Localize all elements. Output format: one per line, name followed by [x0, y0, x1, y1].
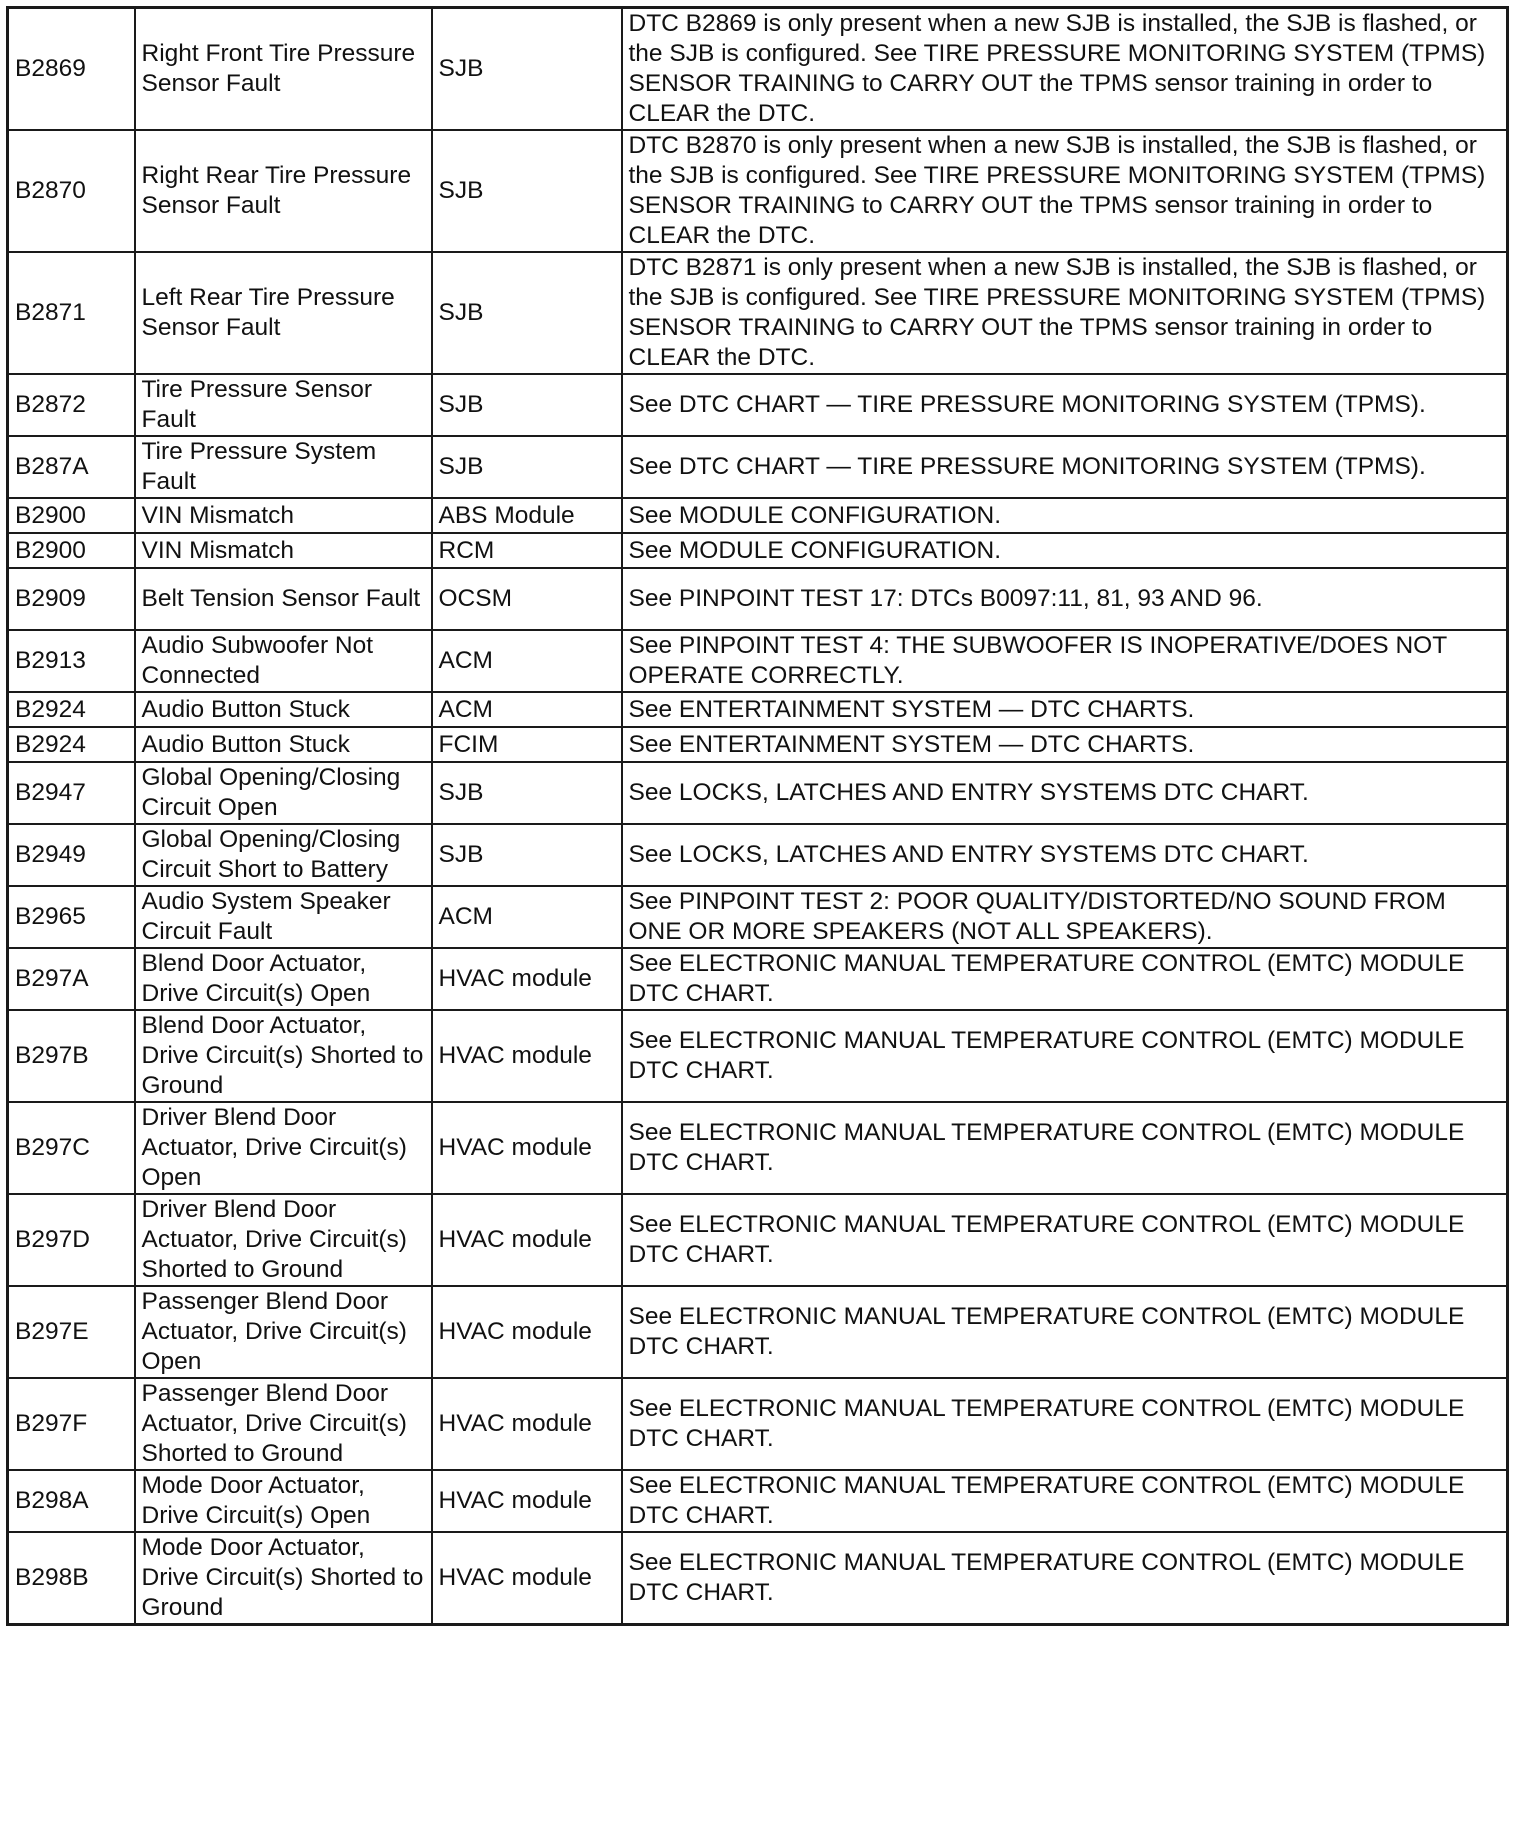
dtc-code-cell: B2900 — [8, 533, 135, 568]
dtc-action-cell: See DTC CHART — TIRE PRESSURE MONITORING SYSTEM (TPMS). — [622, 436, 1508, 498]
dtc-action-cell: See ELECTRONIC MANUAL TEMPERATURE CONTROL (EMTC) MODULE DTC CHART. — [622, 1194, 1508, 1286]
dtc-module-cell: RCM — [432, 533, 622, 568]
table-row — [8, 727, 1508, 762]
table-row — [8, 692, 1508, 727]
dtc-code-cell: B2871 — [8, 252, 135, 374]
dtc-action-cell: See ELECTRONIC MANUAL TEMPERATURE CONTROL (EMTC) MODULE DTC CHART. — [622, 1010, 1508, 1102]
dtc-action-cell: See ELECTRONIC MANUAL TEMPERATURE CONTROL (EMTC) MODULE DTC CHART. — [622, 1532, 1508, 1625]
dtc-description-cell: Blend Door Actuator, Drive Circuit(s) Open — [135, 948, 432, 1010]
dtc-module-cell: SJB — [432, 252, 622, 374]
dtc-table — [6, 6, 1509, 1626]
dtc-action-cell: See PINPOINT TEST 4: THE SUBWOOFER IS INOPERATIVE/DOES NOT OPERATE CORRECTLY. — [622, 630, 1508, 692]
dtc-description-cell: Belt Tension Sensor Fault — [135, 568, 432, 630]
dtc-description-cell: Audio System Speaker Circuit Fault — [135, 886, 432, 948]
dtc-action-cell: See MODULE CONFIGURATION. — [622, 533, 1508, 568]
dtc-code-cell: B297A — [8, 948, 135, 1010]
dtc-code-cell: B297B — [8, 1010, 135, 1102]
table-row — [8, 1286, 1508, 1378]
dtc-code-cell: B2949 — [8, 824, 135, 886]
dtc-code-cell: B2965 — [8, 886, 135, 948]
table-row — [8, 824, 1508, 886]
dtc-description-cell: Audio Button Stuck — [135, 727, 432, 762]
dtc-code-cell: B2872 — [8, 374, 135, 436]
dtc-code-cell: B2947 — [8, 762, 135, 824]
dtc-description-cell: Global Opening/Closing Circuit Open — [135, 762, 432, 824]
dtc-description-cell: VIN Mismatch — [135, 533, 432, 568]
table-row — [8, 1194, 1508, 1286]
dtc-description-cell: Mode Door Actuator, Drive Circuit(s) Open — [135, 1470, 432, 1532]
dtc-module-cell: SJB — [432, 130, 622, 252]
table-row — [8, 533, 1508, 568]
dtc-code-cell: B2900 — [8, 498, 135, 533]
dtc-module-cell: FCIM — [432, 727, 622, 762]
table-row — [8, 568, 1508, 630]
dtc-action-cell: See LOCKS, LATCHES AND ENTRY SYSTEMS DTC CHART. — [622, 762, 1508, 824]
dtc-module-cell: HVAC module — [432, 1378, 622, 1470]
dtc-description-cell: Blend Door Actuator, Drive Circuit(s) Shorted to Ground — [135, 1010, 432, 1102]
dtc-action-cell: See ELECTRONIC MANUAL TEMPERATURE CONTROL (EMTC) MODULE DTC CHART. — [622, 1102, 1508, 1194]
table-row — [8, 1532, 1508, 1625]
dtc-code-cell: B297C — [8, 1102, 135, 1194]
table-row — [8, 436, 1508, 498]
dtc-action-cell: DTC B2869 is only present when a new SJB is installed, the SJB is flashed, or the SJB is configured. See TIRE PRESSURE MONITORING SYSTEM (TPMS) SENSOR TRAINING to CARRY OUT the TPMS sensor training in order to CLEAR the DTC. — [622, 8, 1508, 131]
table-row — [8, 130, 1508, 252]
dtc-description-cell: Driver Blend Door Actuator, Drive Circuit(s) Shorted to Ground — [135, 1194, 432, 1286]
table-row — [8, 948, 1508, 1010]
dtc-module-cell: ACM — [432, 886, 622, 948]
dtc-module-cell: HVAC module — [432, 1286, 622, 1378]
dtc-action-cell: See ELECTRONIC MANUAL TEMPERATURE CONTROL (EMTC) MODULE DTC CHART. — [622, 1286, 1508, 1378]
dtc-module-cell: SJB — [432, 436, 622, 498]
dtc-table-body — [8, 8, 1508, 1625]
dtc-action-cell: See LOCKS, LATCHES AND ENTRY SYSTEMS DTC CHART. — [622, 824, 1508, 886]
dtc-action-cell: DTC B2871 is only present when a new SJB is installed, the SJB is flashed, or the SJB is configured. See TIRE PRESSURE MONITORING SYSTEM (TPMS) SENSOR TRAINING to CARRY OUT the TPMS sensor training in order to CLEAR the DTC. — [622, 252, 1508, 374]
dtc-code-cell: B287A — [8, 436, 135, 498]
dtc-description-cell: Right Rear Tire Pressure Sensor Fault — [135, 130, 432, 252]
dtc-description-cell: VIN Mismatch — [135, 498, 432, 533]
table-row — [8, 498, 1508, 533]
dtc-code-cell: B297E — [8, 1286, 135, 1378]
dtc-description-cell: Audio Button Stuck — [135, 692, 432, 727]
dtc-action-cell: See DTC CHART — TIRE PRESSURE MONITORING SYSTEM (TPMS). — [622, 374, 1508, 436]
dtc-module-cell: HVAC module — [432, 1010, 622, 1102]
table-row — [8, 630, 1508, 692]
dtc-module-cell: ABS Module — [432, 498, 622, 533]
dtc-module-cell: SJB — [432, 8, 622, 131]
dtc-code-cell: B297D — [8, 1194, 135, 1286]
dtc-module-cell: ACM — [432, 692, 622, 727]
table-row — [8, 1010, 1508, 1102]
dtc-code-cell: B2924 — [8, 727, 135, 762]
dtc-code-cell: B2913 — [8, 630, 135, 692]
dtc-action-cell: DTC B2870 is only present when a new SJB is installed, the SJB is flashed, or the SJB is configured. See TIRE PRESSURE MONITORING SYSTEM (TPMS) SENSOR TRAINING to CARRY OUT the TPMS sensor training in order to CLEAR the DTC. — [622, 130, 1508, 252]
dtc-description-cell: Left Rear Tire Pressure Sensor Fault — [135, 252, 432, 374]
dtc-code-cell: B2869 — [8, 8, 135, 131]
dtc-action-cell: See PINPOINT TEST 2: POOR QUALITY/DISTORTED/NO SOUND FROM ONE OR MORE SPEAKERS (NOT ALL SPEAKERS). — [622, 886, 1508, 948]
dtc-code-cell: B298B — [8, 1532, 135, 1625]
table-row — [8, 1470, 1508, 1532]
dtc-module-cell: HVAC module — [432, 948, 622, 1010]
dtc-module-cell: HVAC module — [432, 1532, 622, 1625]
dtc-action-cell: See ELECTRONIC MANUAL TEMPERATURE CONTROL (EMTC) MODULE DTC CHART. — [622, 1470, 1508, 1532]
dtc-action-cell: See ELECTRONIC MANUAL TEMPERATURE CONTROL (EMTC) MODULE DTC CHART. — [622, 1378, 1508, 1470]
dtc-action-cell: See ELECTRONIC MANUAL TEMPERATURE CONTROL (EMTC) MODULE DTC CHART. — [622, 948, 1508, 1010]
dtc-description-cell: Tire Pressure System Fault — [135, 436, 432, 498]
dtc-description-cell: Tire Pressure Sensor Fault — [135, 374, 432, 436]
dtc-action-cell: See MODULE CONFIGURATION. — [622, 498, 1508, 533]
table-row — [8, 762, 1508, 824]
dtc-code-cell: B298A — [8, 1470, 135, 1532]
dtc-action-cell: See ENTERTAINMENT SYSTEM — DTC CHARTS. — [622, 692, 1508, 727]
dtc-description-cell: Right Front Tire Pressure Sensor Fault — [135, 8, 432, 131]
dtc-code-cell: B297F — [8, 1378, 135, 1470]
dtc-module-cell: SJB — [432, 374, 622, 436]
dtc-description-cell: Global Opening/Closing Circuit Short to Battery — [135, 824, 432, 886]
table-row — [8, 252, 1508, 374]
table-row — [8, 1378, 1508, 1470]
dtc-description-cell: Passenger Blend Door Actuator, Drive Circuit(s) Shorted to Ground — [135, 1378, 432, 1470]
dtc-code-cell: B2870 — [8, 130, 135, 252]
table-row — [8, 1102, 1508, 1194]
dtc-module-cell: OCSM — [432, 568, 622, 630]
table-row — [8, 886, 1508, 948]
dtc-module-cell: HVAC module — [432, 1470, 622, 1532]
dtc-module-cell: SJB — [432, 762, 622, 824]
dtc-description-cell: Audio Subwoofer Not Connected — [135, 630, 432, 692]
dtc-action-cell: See ENTERTAINMENT SYSTEM — DTC CHARTS. — [622, 727, 1508, 762]
dtc-description-cell: Driver Blend Door Actuator, Drive Circuit(s) Open — [135, 1102, 432, 1194]
dtc-description-cell: Mode Door Actuator, Drive Circuit(s) Shorted to Ground — [135, 1532, 432, 1625]
dtc-code-cell: B2924 — [8, 692, 135, 727]
table-row — [8, 374, 1508, 436]
dtc-code-cell: B2909 — [8, 568, 135, 630]
dtc-module-cell: SJB — [432, 824, 622, 886]
document-page — [6, 6, 1509, 1626]
dtc-description-cell: Passenger Blend Door Actuator, Drive Circuit(s) Open — [135, 1286, 432, 1378]
table-row — [8, 8, 1508, 131]
dtc-module-cell: ACM — [432, 630, 622, 692]
dtc-module-cell: HVAC module — [432, 1102, 622, 1194]
dtc-action-cell: See PINPOINT TEST 17: DTCs B0097:11, 81, 93 AND 96. — [622, 568, 1508, 630]
dtc-module-cell: HVAC module — [432, 1194, 622, 1286]
